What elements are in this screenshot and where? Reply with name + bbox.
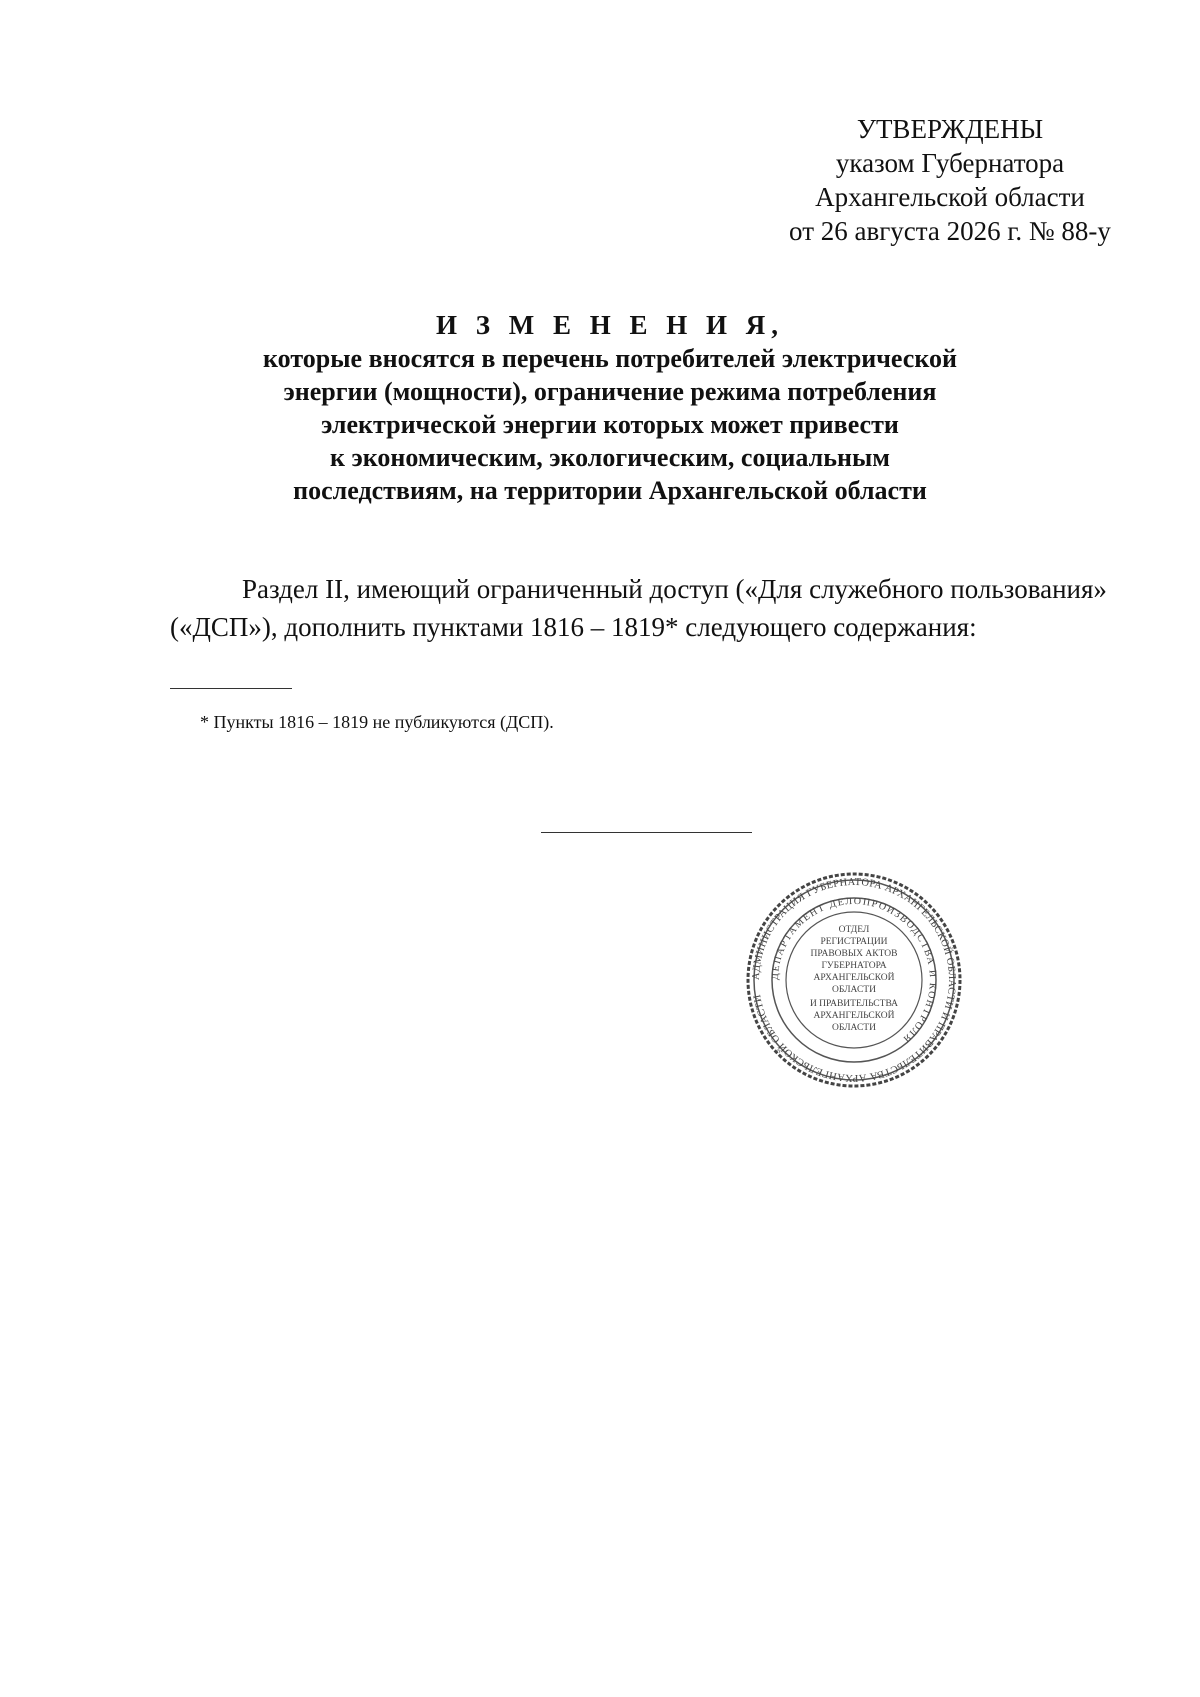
title-sub-line: к экономическим, экологическим, социальным	[330, 443, 890, 472]
seal-center-line: ОБЛАСТИ	[832, 1023, 876, 1033]
title-sub-line: энергии (мощности), ограничение режима потребления	[283, 377, 937, 406]
title-sub-line: которые вносятся в перечень потребителей электрической	[263, 344, 957, 373]
seal-graphic	[744, 870, 964, 1090]
seal-center-line: АРХАНГЕЛЬСКОЙ	[813, 1011, 895, 1021]
seal-center-text	[810, 925, 898, 1033]
title-subtitle	[170, 342, 1050, 507]
seal-center-line: АРХАНГЕЛЬСКОЙ	[813, 973, 895, 983]
approval-by-decree: указом Губернатора	[835, 148, 1065, 178]
seal-center-line: И ПРАВИТЕЛЬСТВА	[809, 999, 899, 1009]
body-paragraph	[170, 570, 1120, 646]
title-main: И З М Е Н Е Н И Я,	[435, 310, 784, 340]
seal-center-line: ОБЛАСТИ	[832, 985, 876, 995]
seal-center-line: РЕГИСТРАЦИИ	[820, 937, 888, 947]
seal-inner-ring-text: ДЕПАРТАМЕНТ ДЕЛОПРОИЗВОДСТВА И КОНТРОЛЯ	[769, 895, 939, 1046]
body-line: Раздел II, имеющий ограниченный доступ («Для служебного пользования»	[242, 574, 1107, 604]
document-title	[170, 308, 1050, 507]
seal-center-line: ПРАВОВЫХ АКТОВ	[810, 949, 898, 959]
seal-outer-text: АДМИНИСТРАЦИЯ ГУБЕРНАТОРА АРХАНГЕЛЬСКОЙ ОБЛАСТИ И ПРАВИТЕЛЬСТВА АРХАНГЕЛЬСКОЙ ОБЛАСТИ	[750, 876, 958, 1084]
seal-center-line: ОТДЕЛ	[838, 925, 870, 935]
body-line: («ДСП»), дополнить пунктами 1816 – 1819* следующего содержания:	[170, 612, 977, 642]
footnote-text: * Пункты 1816 – 1819 не публикуются (ДСП).	[200, 712, 554, 732]
title-sub-line: электрической энергии которых может привести	[321, 410, 899, 439]
seal-center-line: ГУБЕРНАТОРА	[821, 961, 887, 971]
approval-heading: УТВЕРЖДЕНЫ	[856, 114, 1044, 144]
title-sub-line: последствиям, на территории Архангельской области	[293, 476, 927, 505]
approval-date-number: от 26 августа 2026 г. № 88-у	[789, 216, 1111, 246]
approval-region: Архангельской области	[815, 182, 1085, 212]
footnote-separator	[170, 688, 292, 689]
approval-block	[760, 112, 1140, 248]
end-of-document-line	[541, 832, 752, 833]
official-seal	[744, 870, 964, 1090]
